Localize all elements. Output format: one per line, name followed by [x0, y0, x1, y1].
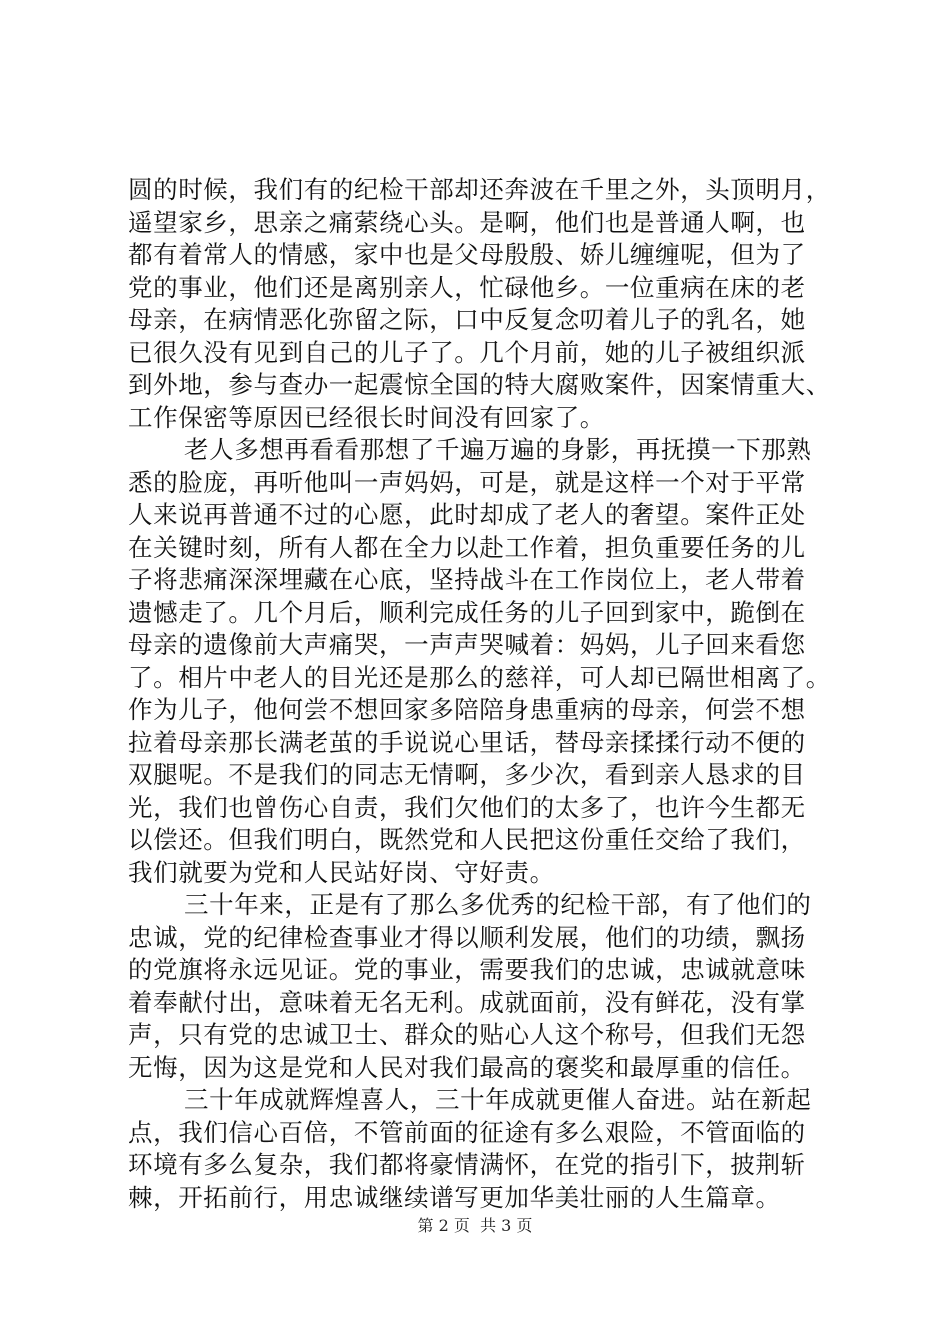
text-line: 在关键时刻，所有人都在全力以赴工作着，担负重要任务的儿 — [128, 532, 806, 562]
text-line: 点，我们信心百倍，不管前面的征途有多么艰险，不管面临的 — [128, 1117, 806, 1147]
page-number-footer: 第 2 页 共 3 页 — [417, 1216, 533, 1235]
text-line: 棘，开拓前行，用忠诚继续谱写更加华美壮丽的人生篇章。 — [128, 1182, 781, 1212]
text-line: 母亲的遗像前大声痛哭，一声声哭喊着：妈妈，儿子回来看您 — [128, 630, 806, 659]
text-line: 着奉献付出，意味着无名无利。成就面前，没有鲜花，没有掌 — [128, 987, 806, 1017]
text-line: 遗憾走了。几个月后，顺利完成任务的儿子回到家中，跪倒在 — [128, 597, 806, 627]
text-line: 光，我们也曾伤心自责，我们欠他们的太多了，也许今生都无 — [128, 792, 806, 822]
text-line: 双腿呢。不是我们的同志无情啊，多少次，看到亲人恳求的目 — [128, 760, 806, 789]
text-line: 忠诚，党的纪律检查事业才得以顺利发展，他们的功绩，飘扬 — [128, 922, 806, 952]
text-line: 母亲，在病情恶化弥留之际，口中反复念叨着儿子的乳名，她 — [128, 305, 806, 334]
text-line: 了。相片中老人的目光还是那么的慈祥，可人却已隔世相离了。 — [128, 662, 831, 692]
text-line: 已很久没有见到自己的儿子了。几个月前，她的儿子被组织派 — [128, 337, 806, 367]
text-line: 无悔，因为这是党和人民对我们最高的褒奖和最厚重的信任。 — [128, 1052, 806, 1082]
text-line: 作为儿子，他何尝不想回家多陪陪身患重病的母亲，何尝不想 — [128, 695, 806, 724]
text-line: 环境有多么复杂，我们都将豪情满怀，在党的指引下，披荆斩 — [128, 1150, 806, 1179]
paragraph-start-line: 三十年成就辉煌喜人，三十年成就更催人奋进。站在新起 — [184, 1085, 812, 1114]
text-line: 工作保密等原因已经很长时间没有回家了。 — [128, 402, 605, 432]
text-line: 的党旗将永远见证。党的事业，需要我们的忠诚，忠诚就意味 — [128, 955, 806, 984]
text-line: 党的事业，他们还是离别亲人，忙碌他乡。一位重病在床的老 — [128, 272, 806, 302]
text-line: 遥望家乡，思亲之痛萦绕心头。是啊，他们也是普通人啊，也 — [128, 207, 806, 237]
text-line: 圆的时候，我们有的纪检干部却还奔波在千里之外，头顶明月， — [128, 175, 831, 204]
text-line: 声，只有党的忠诚卫士、群众的贴心人这个称号，但我们无怨 — [128, 1020, 806, 1049]
paragraph-start-line: 三十年来，正是有了那么多优秀的纪检干部，有了他们的 — [184, 890, 812, 919]
text-line: 我们就要为党和人民站好岗、守好责。 — [128, 857, 555, 887]
body-text — [128, 174, 840, 1214]
text-line: 悉的脸庞，再听他叫一声妈妈，可是，就是这样一个对于平常 — [128, 467, 806, 497]
paragraph-start-line: 老人多想再看看那想了千遍万遍的身影，再抚摸一下那熟 — [184, 435, 812, 464]
text-line: 以偿还。但我们明白，既然党和人民把这份重任交给了我们， — [128, 825, 806, 854]
text-line: 子将悲痛深深埋藏在心底，坚持战斗在工作岗位上，老人带着 — [128, 565, 806, 594]
text-line: 拉着母亲那长满老茧的手说说心里话，替母亲揉揉行动不便的 — [128, 727, 806, 757]
text-line: 都有着常人的情感，家中也是父母殷殷、娇儿缠缠呢，但为了 — [128, 240, 806, 269]
text-line: 到外地，参与查办一起震惊全国的特大腐败案件，因案情重大、 — [128, 370, 831, 399]
text-line: 人来说再普通不过的心愿，此时却成了老人的奢望。案件正处 — [128, 500, 806, 529]
